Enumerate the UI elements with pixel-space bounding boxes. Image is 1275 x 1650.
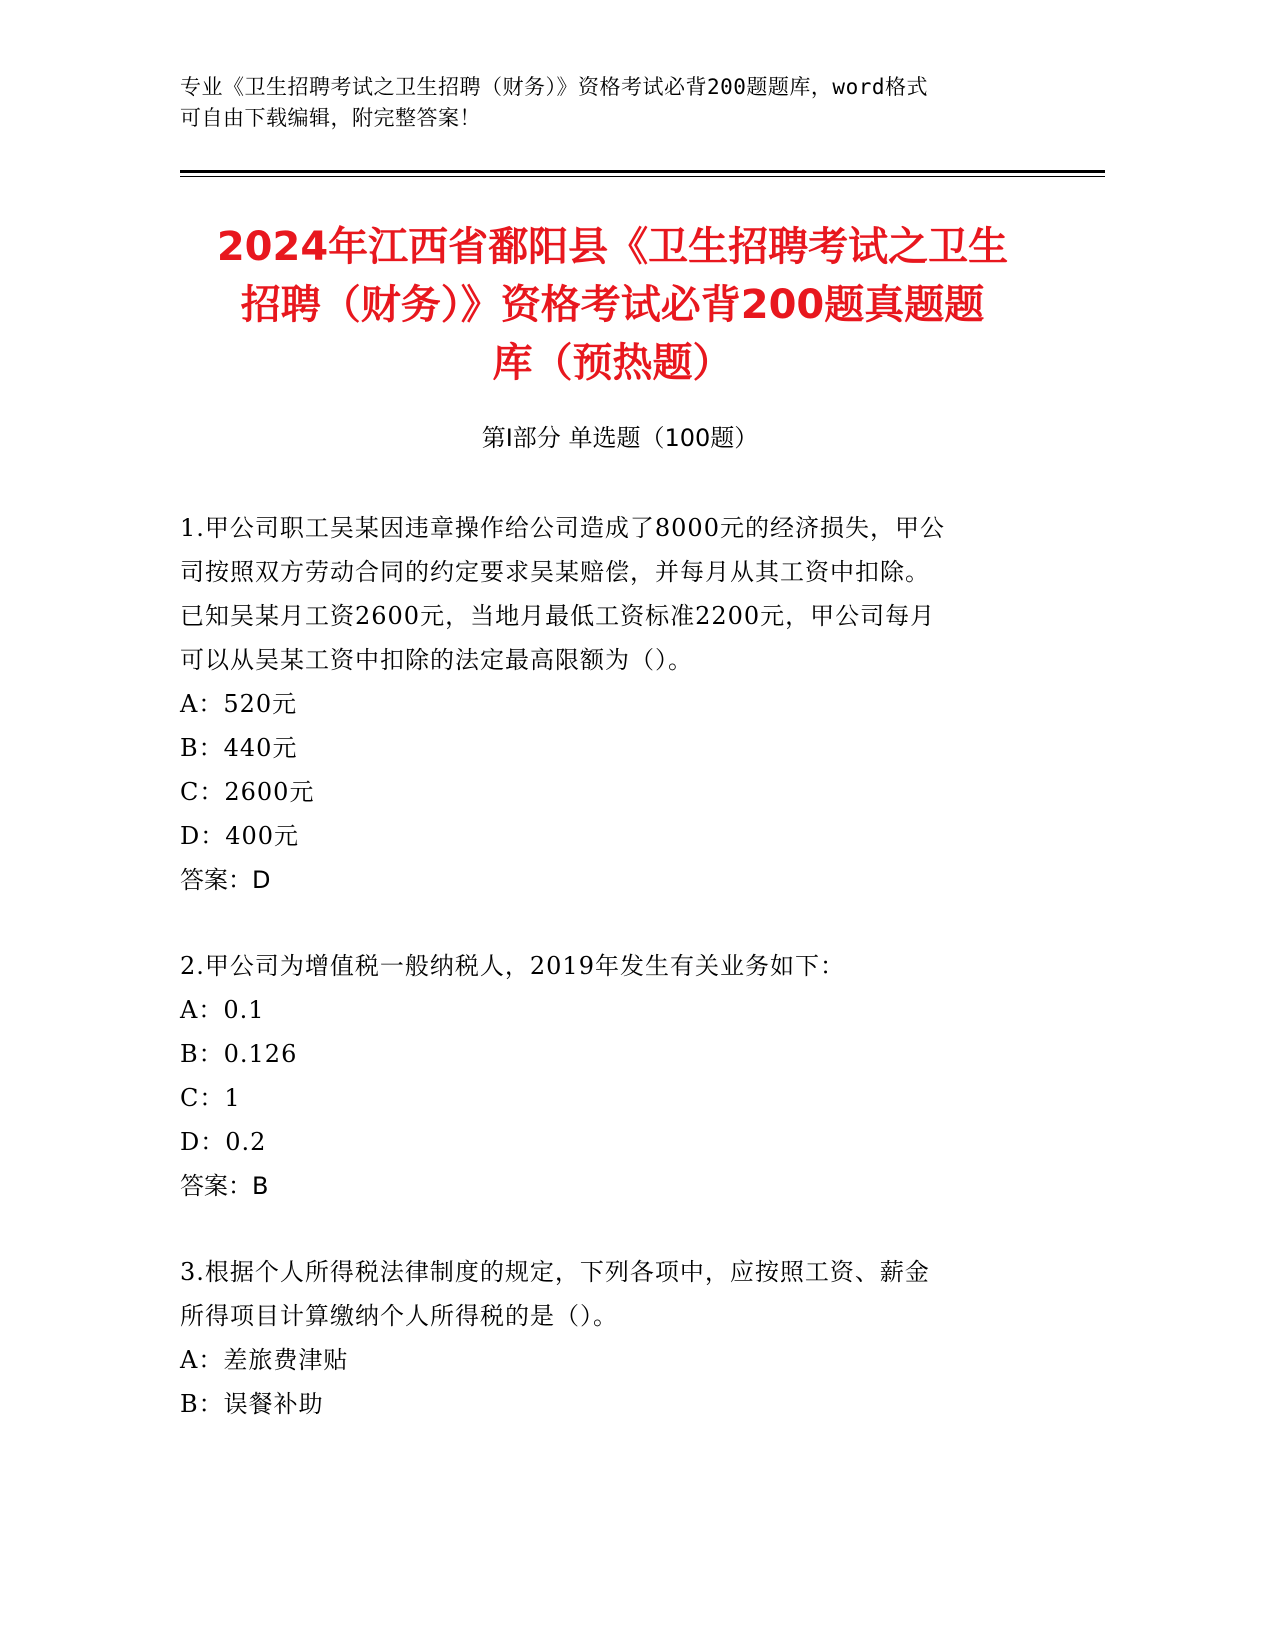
answer: 答案：D: [180, 866, 271, 894]
option-a: A：520元: [180, 690, 298, 718]
stem-line: 可以从吴某工资中扣除的法定最高限额为（）。: [180, 646, 693, 674]
question-2: [180, 944, 1040, 1208]
stem-line: 司按照双方劳动合同的约定要求吴某赔偿，并每月从其工资中扣除。: [180, 558, 930, 586]
question-stem: [180, 506, 1040, 682]
question-list: [180, 506, 1040, 1468]
title-line: 2024年江西省鄱阳县《卫生招聘考试之卫生: [216, 224, 1009, 270]
header-note-line: 可自由下载编辑，附完整答案！: [180, 106, 481, 130]
option-d: D：0.2: [180, 1128, 267, 1156]
option-c: C：2600元: [180, 778, 315, 806]
section-heading: 第Ⅰ部分 单选题（100题）: [481, 424, 759, 452]
question-stem: [180, 944, 1040, 988]
option-a: A：0.1: [180, 996, 265, 1024]
option-a: A：差旅费津贴: [180, 1346, 349, 1374]
question-3: [180, 1250, 1040, 1426]
title-line: 库（预热题）: [492, 340, 733, 386]
option-b: B：误餐补助: [180, 1390, 324, 1418]
title-line: 招聘（财务）》资格考试必背200题真题题: [240, 282, 985, 328]
header-divider-thin: [180, 176, 1105, 177]
option-d: D：400元: [180, 822, 300, 850]
header-note: [180, 72, 1040, 134]
option-c: C：1: [180, 1084, 241, 1112]
answer: 答案：B: [180, 1172, 269, 1200]
stem-line: 所得项目计算缴纳个人所得税的是（）。: [180, 1302, 618, 1330]
stem-line: 2.甲公司为增值税一般纳税人，2019年发生有关业务如下：: [180, 952, 845, 980]
stem-line: 已知吴某月工资2600元，当地月最低工资标准2200元，甲公司每月: [180, 602, 936, 630]
document-title: [150, 218, 1075, 392]
header-note-line: 专业《卫生招聘考试之卫生招聘（财务）》资格考试必背200题题库，word格式: [180, 75, 928, 99]
question-1: [180, 506, 1040, 902]
stem-line: 1.甲公司职工吴某因违章操作给公司造成了8000元的经济损失，甲公: [180, 514, 945, 542]
stem-line: 3.根据个人所得税法律制度的规定，下列各项中，应按照工资、薪金: [180, 1258, 930, 1286]
option-b: B：440元: [180, 734, 298, 762]
question-stem: [180, 1250, 1040, 1338]
header-divider: [180, 170, 1105, 173]
option-b: B：0.126: [180, 1040, 298, 1068]
